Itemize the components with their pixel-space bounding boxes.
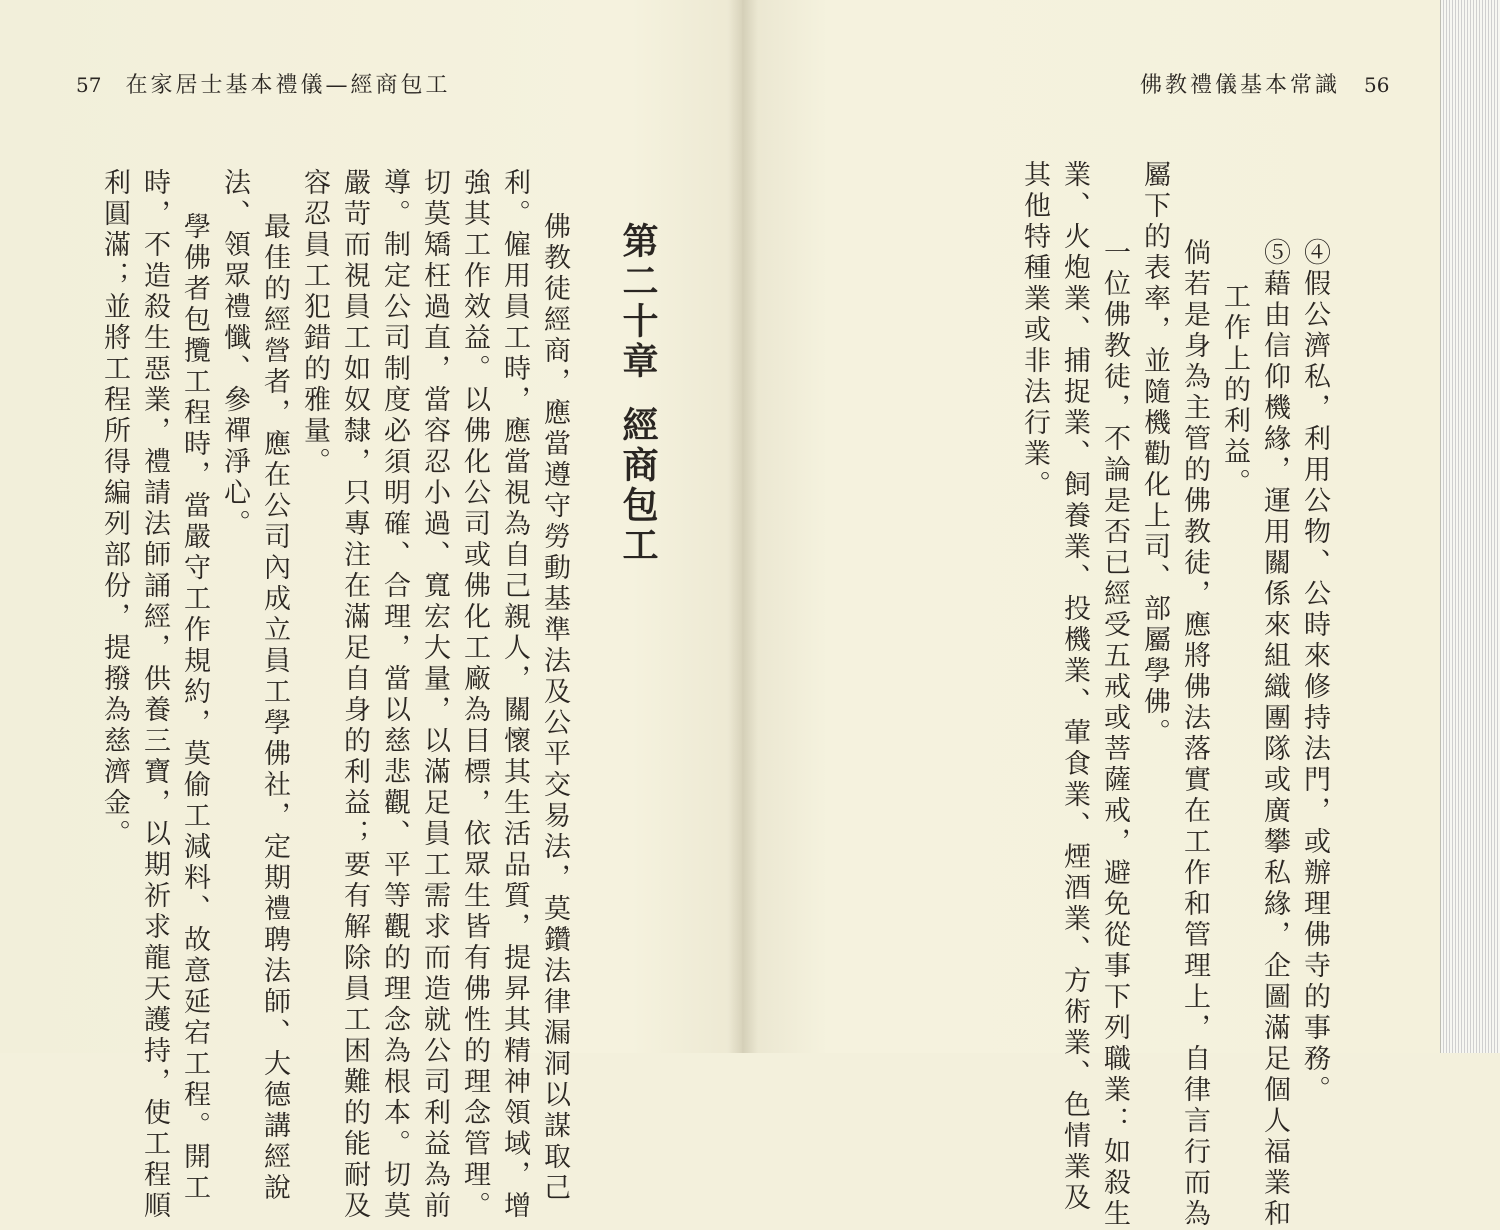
left-text-column: 利圓滿；並將工程所得編列部份，提撥為慈濟金。 xyxy=(99,168,130,850)
right-text-column: ⑤藉由信仰機緣，運用關係來組織團隊或廣攀私緣，企圖滿足個人福業和 xyxy=(1259,238,1290,1230)
page-edges xyxy=(1440,0,1500,1053)
right-text-column: 屬下的表率，並隨機勸化上司、部屬學佛。 xyxy=(1139,160,1170,749)
right-running-head: 佛教禮儀基本常識 xyxy=(1140,73,1341,98)
left-page-number: 57 xyxy=(76,73,102,97)
left-text-column: 強其工作效益。以佛化公司或佛化工廠為目標，依眾生皆有佛性的理念管理。 xyxy=(459,168,490,1222)
left-running-head: 在家居士基本禮儀—經商包工 xyxy=(125,73,451,98)
right-text-column: 業、火炮業、捕捉業、飼養業、投機業、葷食業、煙酒業、方術業、色情業及 xyxy=(1059,160,1090,1214)
right-text-column: 其他特種業或非法行業。 xyxy=(1019,160,1050,501)
left-text-column: 導。制定公司制度必須明確、合理，當以慈悲觀、平等觀的理念為根本。切莫 xyxy=(379,168,410,1222)
chapter-title: 第二十章 xyxy=(617,222,658,382)
right-text-column: 一位佛教徒，不論是否已經受五戒或菩薩戒，避免從事下列職業：如殺生 xyxy=(1099,238,1130,1230)
left-text-column: 佛教徒經商，應當遵守勞動基準法及公平交易法，莫鑽法律漏洞以謀取己 xyxy=(539,212,570,1204)
book-gutter xyxy=(728,0,758,1053)
chapter-heading xyxy=(612,222,663,566)
left-text-column: 利。僱用員工時，應當視為自己親人，關懷其生活品質，提昇其精神領域，增 xyxy=(499,168,530,1222)
left-page-header xyxy=(62,68,450,99)
right-page-header xyxy=(1140,68,1403,99)
left-text-column: 時，不造殺生惡業，禮請法師誦經，供養三寶，以期祈求龍天護持，使工程順 xyxy=(139,168,170,1222)
chapter-name: 經商包工 xyxy=(617,406,658,566)
left-text-column: 法、領眾禮懺、參禪淨心。 xyxy=(219,168,250,540)
right-text-column: ④假公濟私，利用公物、公時來修持法門，或辦理佛寺的事務。 xyxy=(1299,238,1330,1106)
left-text-column: 嚴苛而視員工如奴隸，只專注在滿足自身的利益；要有解除員工困難的能耐及 xyxy=(339,168,370,1222)
right-page-number: 56 xyxy=(1364,73,1390,97)
right-text-column: 工作上的利益。 xyxy=(1219,282,1250,499)
left-text-column: 學佛者包攬工程時，當嚴守工作規約，莫偷工減料、故意延宕工程。開工 xyxy=(179,212,210,1204)
left-text-column: 切莫矯枉過直，當容忍小過、寬宏大量，以滿足員工需求而造就公司利益為前 xyxy=(419,168,450,1222)
right-text-column: 倘若是身為主管的佛教徒，應將佛法落實在工作和管理上，自律言行而為 xyxy=(1179,238,1210,1230)
left-text-column: 最佳的經營者，應在公司內成立員工學佛社，定期禮聘法師、大德講經說 xyxy=(259,212,290,1204)
left-text-column: 容忍員工犯錯的雅量。 xyxy=(299,168,330,478)
